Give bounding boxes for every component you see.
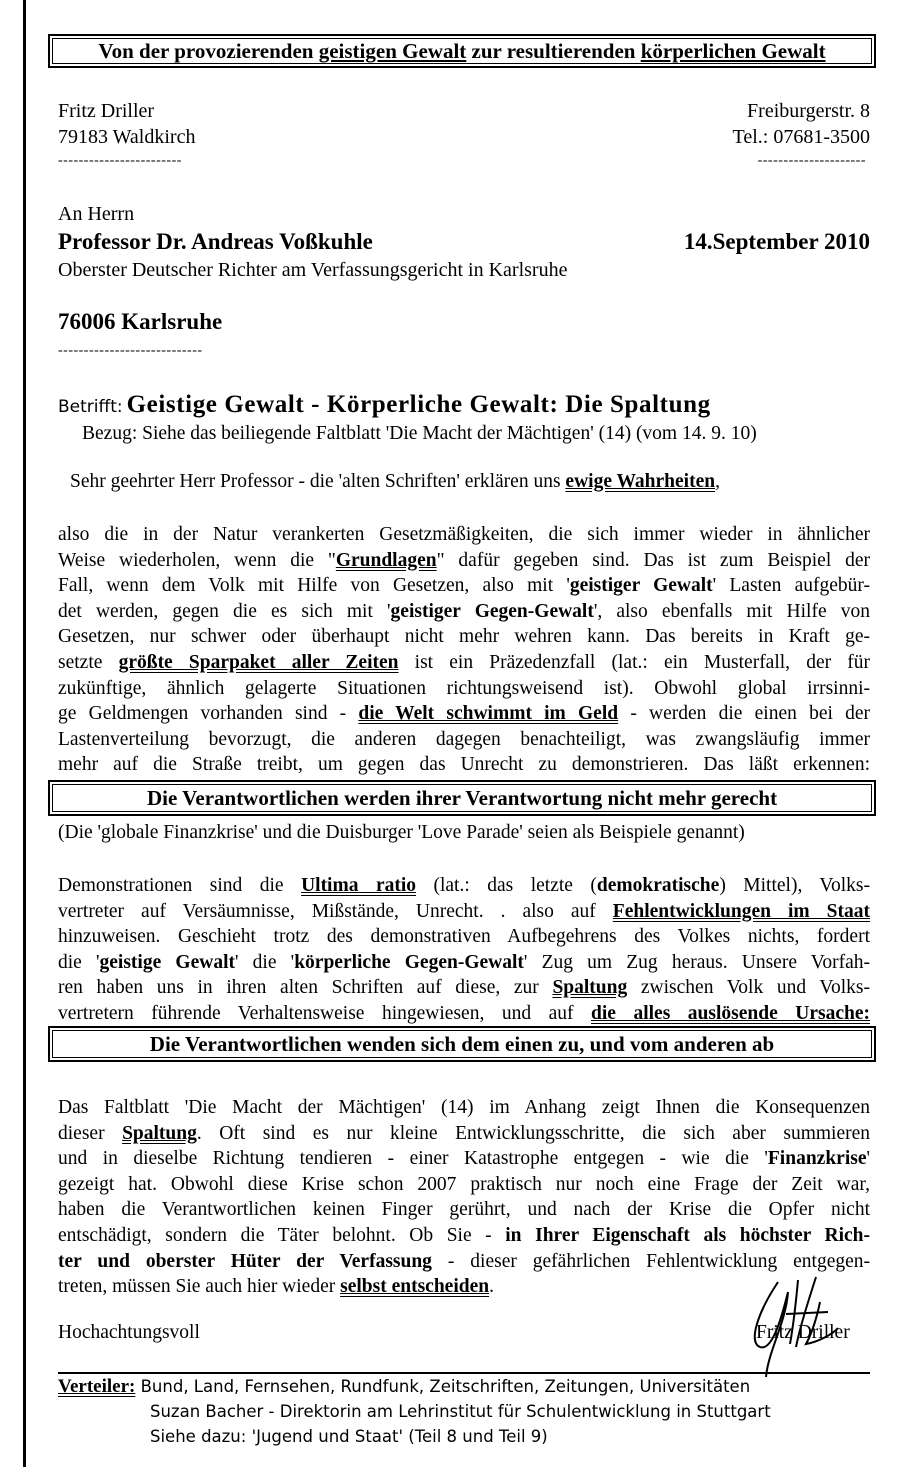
recipient-name: Professor Dr. Andreas Voßkuhle (58, 229, 373, 254)
distribution-line-2: Suzan Bacher - Direktorin am Lehrinstitut für Schulentwicklung in Stuttgart (150, 1402, 771, 1421)
title-geistige-gewalt: geistigen Gewalt (318, 39, 467, 63)
p1-line: Gesetzen, nur schwer oder überhaupt nicht mehr wehren kann. Das bereits in Kraft ge- (58, 626, 870, 648)
recipient-salutation: An Herrn (58, 203, 135, 225)
p1-line: also die in der Natur verankerten Gesetzmäßigkeiten, die sich immer wieder in ähnlicher (58, 524, 870, 545)
p2-line: vertreter auf Versäumnisse, Mißstände, Unrecht. . also auf Fehlentwicklungen im Staat (58, 900, 870, 922)
title-mid: zur resultierenden (466, 39, 641, 63)
highlight-box-2: Die Verantwortlichen wenden sich dem einen zu, und vom anderen ab (48, 1026, 876, 1062)
p1-welt-schwimmt: die Welt schwimmt im Geld (358, 703, 619, 725)
p3-spaltung: Spaltung (122, 1122, 197, 1144)
paragraph-1 (58, 522, 870, 778)
closing-text: Hochachtungsvoll (58, 1322, 200, 1343)
p1-line: Lastenverteilung bevorzugt, die anderen dagegen benachteiligt, was zwangsläufig immer (58, 728, 870, 750)
p1-line: setzte größte Sparpaket aller Zeiten ist ein Präzedenzfall (lat.: ein Musterfall, der für (58, 651, 871, 673)
subject-line (58, 391, 711, 419)
paragraph-2 (58, 873, 870, 1027)
p3-line: gezeigt hat. Obwohl diese Krise schon 2007 praktisch nur noch eine Frage der Zeit war, (58, 1173, 870, 1195)
p1-line: det werden, gegen die es sich mit 'geistiger Gegen-Gewalt', also ebenfalls mit Hilfe von (58, 600, 870, 622)
highlight-box-1: Die Verantwortlichen werden ihrer Verantwortung nicht mehr gerecht (48, 780, 876, 816)
p3-line: dieser Spaltung. Oft sind es nur kleine Entwicklungsschritte, die sich aber summieren (58, 1122, 871, 1144)
p1-grundlagen: Grundlagen (335, 549, 437, 571)
p1-line: zukünftige, ähnlich gelagerte Situationen richtungsweisend ist). Obwohl global irrsinni- (58, 677, 870, 699)
greeting-emphasis: ewige Wahrheiten (565, 471, 716, 492)
subject-label: Betrifft: (58, 397, 123, 417)
signature-name: Fritz Driller (756, 1322, 850, 1343)
greeting-text: Sehr geehrter Herr Professor - die 'alten Schriften' erklären uns (70, 471, 566, 492)
p3-line: und in dieselbe Richtung tendieren - einer Katastrophe entgegen - wie die 'Finanzkrise' (58, 1148, 870, 1170)
title-koerperliche-gewalt: körperlichen Gewalt (640, 39, 826, 63)
letter-date: 14.September 2010 (683, 229, 870, 254)
p2-ursache: die alles auslösende Ursache: (591, 1002, 870, 1024)
p2-ultima-ratio: Ultima ratio (301, 875, 417, 896)
p2-line: vertretern führende Verhaltensweise hingewiesen, und auf die alles auslösende Ursache: (58, 1002, 870, 1024)
p3-selbst-entscheiden: selbst entscheiden (340, 1276, 490, 1298)
distribution-line-3: Siehe dazu: 'Jugend und Staat' (Teil 8 und Teil 9) (150, 1427, 548, 1446)
p2-spaltung: Spaltung (552, 977, 628, 999)
recipient-postal: 76006 Karlsruhe (58, 309, 223, 334)
p1-sparpaket: größte Sparpaket aller Zeiten (118, 651, 399, 673)
distribution-line-1: Verteiler: Bund, Land, Fernsehen, Rundfunk, Zeitschriften, Zeitungen, Universitäten (58, 1376, 751, 1397)
paragraph-3 (58, 1095, 870, 1300)
document-title (48, 34, 876, 68)
distribution-label: Verteiler: (58, 1376, 136, 1397)
subject-reference: Bezug: Siehe das beiliegende Faltblatt 'Die Macht der Mächtigen' (14) (vom 14. 9. 10) (82, 423, 757, 444)
sender-divider: ------------------------ (58, 153, 182, 168)
sender-street: Freiburgerstr. 8 (747, 100, 870, 122)
p1-line: Fall, wenn dem Volk mit Hilfe von Gesetzen, also mit 'geistiger Gewalt' Lasten aufgebür- (58, 575, 870, 597)
distribution-divider (58, 1372, 870, 1374)
sender-name: Fritz Driller (58, 100, 155, 122)
recipient-divider: ---------------------------- (58, 343, 203, 358)
greeting (70, 471, 720, 493)
p3-line: treten, müssen Sie auch hier wieder selbst entscheiden. (58, 1276, 494, 1298)
recipient-role: Oberster Deutscher Richter am Verfassungsgericht in Karlsruhe (58, 259, 568, 281)
box1-note: (Die 'globale Finanzkrise' und die Duisburger 'Love Parade' seien als Beispiele genannt) (58, 822, 745, 843)
p3-line: haben die Verantwortlichen keinen Finger gerührt, und nach der Krise die Opfer nicht (58, 1199, 870, 1221)
p2-line: Demonstrationen sind die Ultima ratio (lat.: das letzte (demokratische) Mittel), Volks- (58, 875, 871, 896)
p2-fehlentwicklungen: Fehlentwicklungen im Staat (612, 900, 870, 922)
sender-city: 79183 Waldkirch (58, 126, 196, 148)
subject-text: Geistige Gewalt - Körperliche Gewalt: Die Spaltung (126, 391, 711, 418)
p1-line: mehr auf die Straße treibt, um gegen das Unrecht zu demonstrieren. Das läßt erkennen: (58, 754, 870, 776)
p2-line: ren haben uns in ihren alten Schriften auf diese, zur Spaltung zwischen Volk und Volks- (58, 977, 871, 999)
p1-line: Weise wiederholen, wenn die "Grundlagen" dafür gegeben sind. Das ist zum Beispiel der (58, 549, 870, 571)
p3-line: ter und oberster Hüter der Verfassung - dieser gefährlichen Fehlentwicklung entgegen- (58, 1250, 870, 1272)
p2-line: die 'geistige Gewalt' die 'körperliche Gegen-Gewalt' Zug um Zug heraus. Unsere Vorfah- (58, 951, 871, 973)
p3-line: Das Faltblatt 'Die Macht der Mächtigen' (14) im Anhang zeigt Ihnen die Konsequenzen (58, 1097, 870, 1118)
title-pre: Von der provozierenden (98, 39, 319, 63)
p3-line: entschädigt, sondern die Täter belohnt. Ob Sie - in Ihrer Eigenschaft als höchster Rich- (58, 1224, 870, 1246)
greeting-end: , (715, 471, 720, 492)
p1-line: ge Geldmengen vorhanden sind - die Welt schwimmt im Geld - werden die einen bei der (58, 703, 871, 725)
sender-divider-right: --------------------- (757, 153, 866, 168)
sender-phone: Tel.: 07681-3500 (732, 126, 870, 148)
p2-line: hinzuweisen. Geschieht trotz des demonstrativen Aufbegehrens des Volkes nichts, fordert (58, 926, 870, 948)
left-margin-rule (23, 0, 26, 1467)
